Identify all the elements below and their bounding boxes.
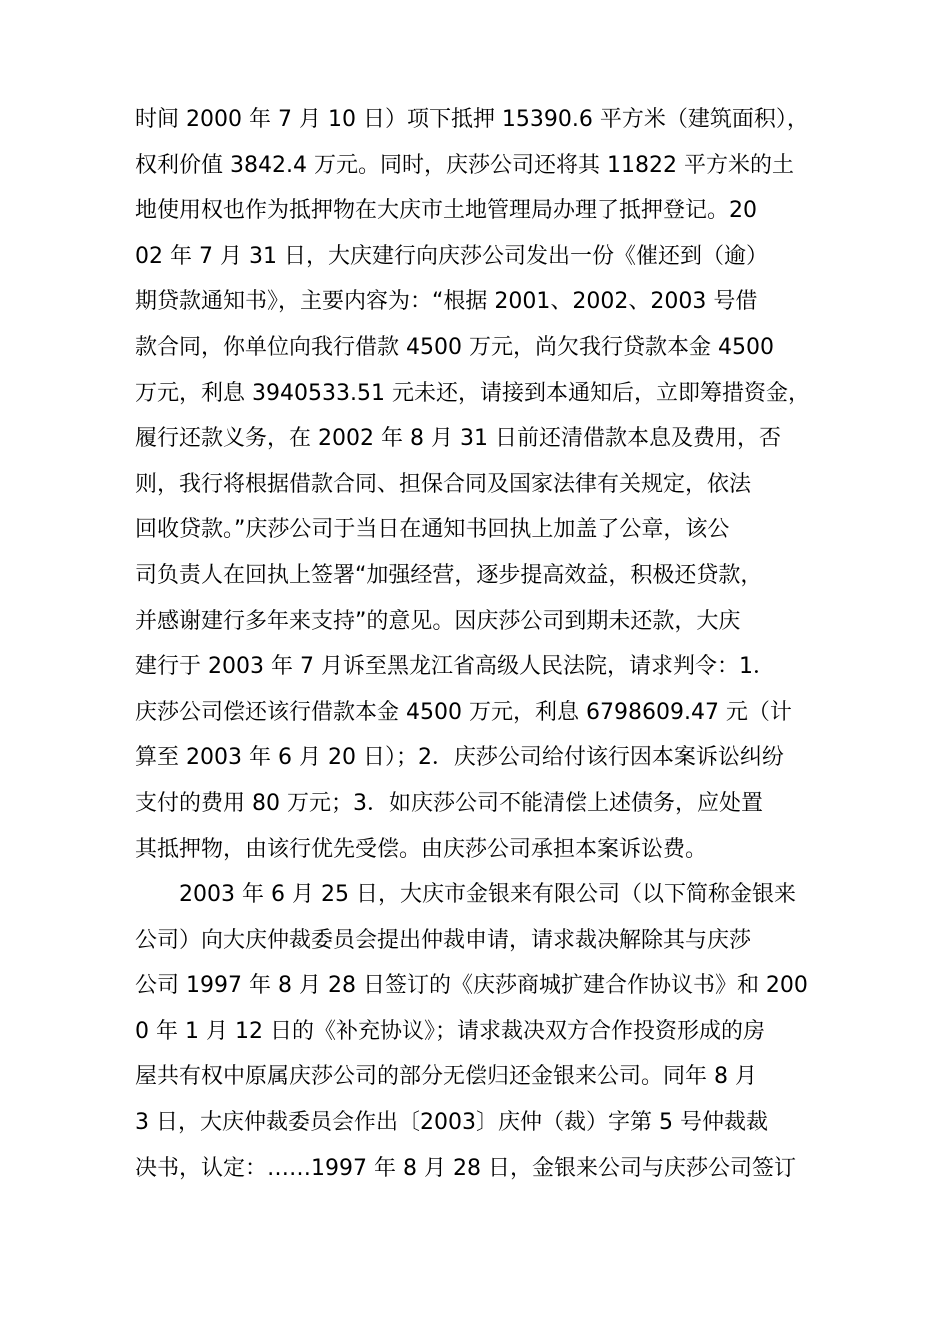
text-line: 建行于 2003 年 7 月诉至黑龙江省高级人民法院，请求判令：1． [135,654,775,680]
text-line: 权利价值 3842.4 万元。同时，庆莎公司还将其 11822 平方米的土 [135,152,794,178]
paragraph-start-line: 2003 年 6 月 25 日，大庆市金银来有限公司（以下简称金银来 [179,882,796,908]
text-line: 款合同，你单位向我行借款 4500 万元，尚欠我行贷款本金 4500 [135,334,774,360]
text-line: 则，我行将根据借款合同、担保合同及国家法律有关规定，依法 [135,471,752,497]
text-line: 算至 2003 年 6 月 20 日）；2．庆莎公司给付该行因本案诉讼纠纷 [135,745,784,771]
text-line: 3 日，大庆仲裁委员会作出〔2003〕庆仲（裁）字第 5 号仲裁裁 [135,1110,768,1136]
text-line: 支付的费用 80 万元；3．如庆莎公司不能清偿上述债务，应处置 [135,790,763,816]
text-line: 02 年 7 月 31 日，大庆建行向庆莎公司发出一份《催还到（逾） [135,243,768,269]
text-line: 公司）向大庆仲裁委员会提出仲裁申请，请求裁决解除其与庆莎 [135,927,752,953]
text-line: 屋共有权中原属庆莎公司的部分无偿归还金银来公司。同年 8 月 [135,1064,757,1090]
text-line: 地使用权也作为抵押物在大庆市土地管理局办理了抵押登记。20 [135,198,757,224]
text-line: 时间 2000 年 7 月 10 日）项下抵押 15390.6 平方米（建筑面积）， [135,107,809,132]
text-line: 庆莎公司偿还该行借款本金 4500 万元，利息 6798609.47 元（计 [135,699,792,725]
text-line: 万元，利息 3940533.51 元未还，请接到本通知后，立即筹措资金， [135,380,810,406]
text-line: 司负责人在回执上签署“加强经营，逐步提高效益，积极还贷款， [135,562,763,588]
body-text [135,97,847,1191]
text-line: 0 年 1 月 12 日的《补充协议》；请求裁决双方合作投资形成的房 [135,1018,765,1044]
text-line: 回收贷款。”庆莎公司于当日在通知书回执上加盖了公章，该公 [135,517,730,543]
text-line: 期贷款通知书》，主要内容为：“根据 2001、2002、2003 号借 [135,289,758,315]
text-line: 履行还款义务，在 2002 年 8 月 31 日前还清借款本息及费用，否 [135,426,781,452]
text-line: 公司 1997 年 8 月 28 日签订的《庆莎商城扩建合作协议书》和 200 [135,973,808,999]
text-line: 其抵押物，由该行优先受偿。由庆莎公司承担本案诉讼费。 [135,836,708,862]
text-line: 决书，认定：……1997 年 8 月 28 日，金银来公司与庆莎公司签订 [135,1155,796,1181]
text-line: 并感谢建行多年来支持”的意见。因庆莎公司到期未还款，大庆 [135,608,741,634]
